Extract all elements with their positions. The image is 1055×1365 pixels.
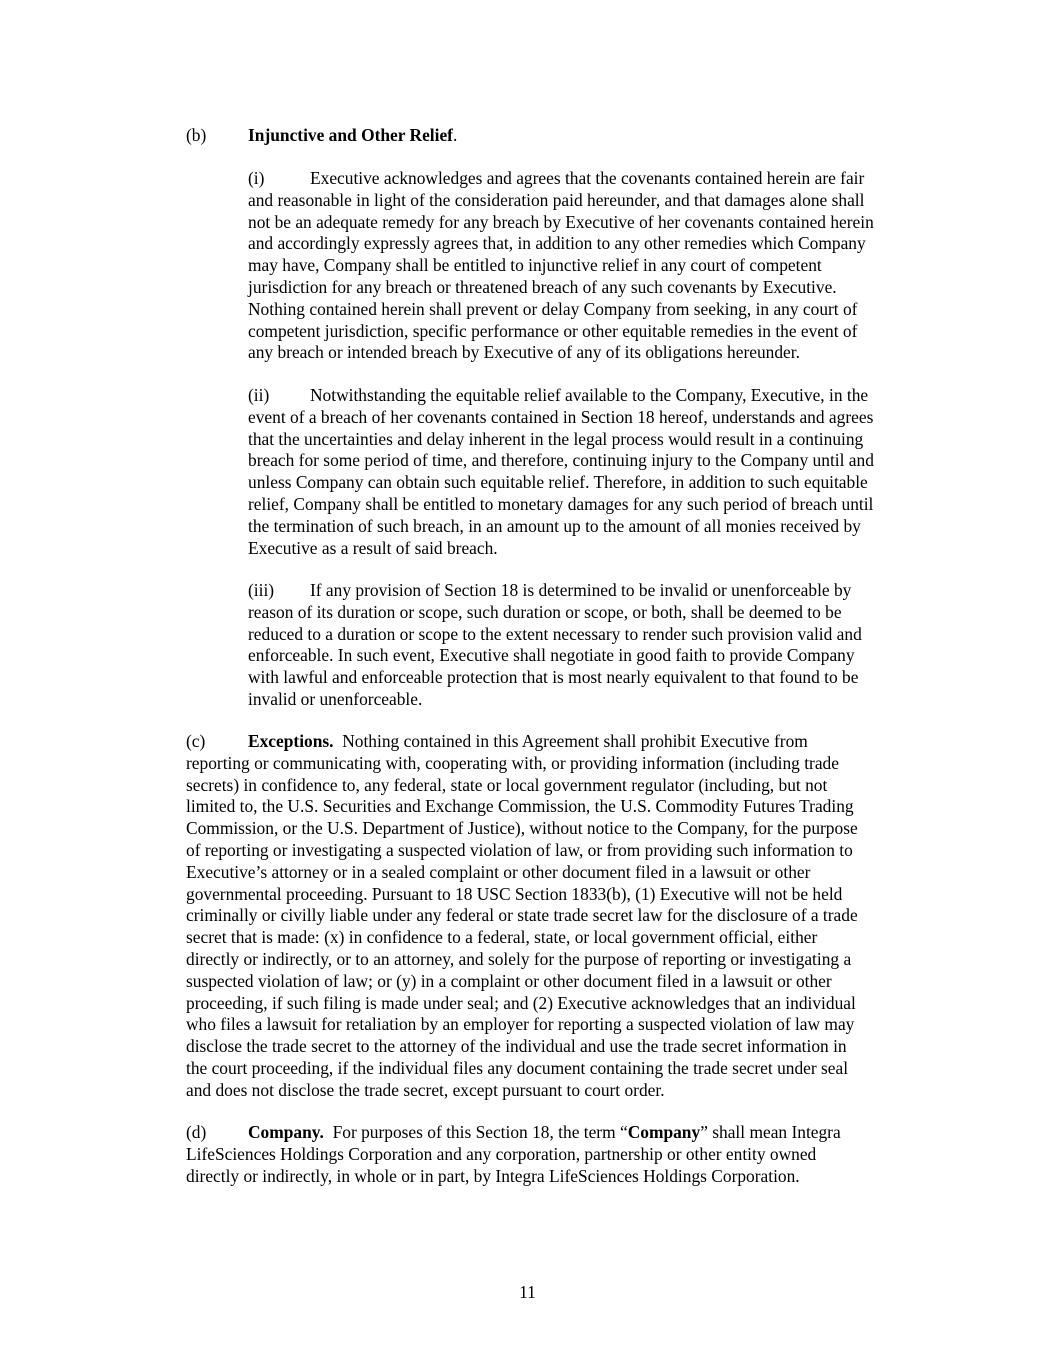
item-i-line: Executive acknowledges and agrees that the covenants contained herein are fair [310,168,865,188]
item-iii-line: enforceable. In such event, Executive shall negotiate in good faith to provide Company [248,645,855,666]
section-d-line: LifeSciences Holdings Corporation and any corporation, partnership or other entity owned [186,1143,817,1164]
section-b-heading [186,125,457,147]
section-c-line: Commission, or the U.S. Department of Justice), without notice to the Company, for the purpose [186,818,858,839]
section-c-line: limited to, the U.S. Securities and Exchange Commission, the U.S. Commodity Futures Trading [186,796,854,817]
section-d-line: directly or indirectly, in whole or in part, by Integra LifeSciences Holdings Corporation. [186,1165,800,1186]
section-b-item-i [248,168,874,364]
item-ii-line: Executive as a result of said breach. [248,537,498,558]
section-c-line: governmental proceeding. Pursuant to 18 USC Section 1833(b), (1) Executive will not be held [186,883,843,904]
item-iii-label: (iii) [248,580,275,600]
item-i-line: may have, Company shall be entitled to injunctive relief in any court of competent [248,255,822,276]
item-i-line: any breach or intended breach by Executive of any of its obligations hereunder. [248,342,800,363]
item-ii-line: event of a breach of her covenants contained in Section 18 hereof, understands and agrees [248,406,874,427]
section-b-label: (b) [186,125,207,145]
item-iii-line: with lawful and enforceable protection that is most nearly equivalent to that found to be [248,667,859,688]
section-c-line: and does not disclose the trade secret, except pursuant to court order. [186,1079,665,1100]
section-c-line: proceeding, if such filing is made under seal; and (2) Executive acknowledges that an individual [186,992,856,1013]
section-c-line: the court proceeding, if the individual files any document containing the trade secret under seal [186,1057,849,1078]
item-ii-line: breach for some period of time, and therefore, continuing injury to the Company until and [248,450,874,471]
section-c-line: secret that is made: (x) in confidence to a federal, state, or local government official, either [186,927,818,948]
section-c-line: who files a lawsuit for retaliation by an employer for reporting a suspected violation of law may [186,1014,855,1035]
section-c-line: of reporting or investigating a suspected violation of law, or from providing such information to [186,839,853,860]
item-i-label: (i) [248,168,265,188]
section-d-text-post: ” shall mean Integra [700,1122,841,1142]
item-ii-line: unless Company can obtain such equitable relief. Therefore, in addition to such equitable [248,472,868,493]
section-d-label: (d) [186,1122,207,1142]
section-b-item-ii [248,385,874,559]
section-c-line: secrets) in confidence to, any federal, state or local government regulator (including, but not [186,774,828,795]
section-c-line: reporting or communicating with, cooperating with, or providing information (including trade [186,752,839,773]
item-ii-line: the termination of such breach, in an amount up to the amount of all monies received by [248,515,861,536]
item-iii-line: invalid or unenforceable. [248,688,423,709]
section-d-title: Company. [248,1122,324,1142]
item-ii-label: (ii) [248,385,270,405]
section-b-title-punct: . [452,125,458,145]
section-c-line: criminally or civilly liable under any federal or state trade secret law for the disclosure of a trade [186,905,858,926]
item-iii-line: If any provision of Section 18 is determined to be invalid or unenforceable by [310,580,852,600]
item-ii-line: Notwithstanding the equitable relief available to the Company, Executive, in the [310,385,869,405]
section-c-line: Executive’s attorney or in a sealed complaint or other document filed in a lawsuit or other [186,861,811,882]
item-iii-line: reduced to a duration or scope to the extent necessary to render such provision valid and [248,623,862,644]
section-b-title: Injunctive and Other Relief [248,125,453,145]
item-i-line: and accordingly expressly agrees that, in addition to any other remedies which Company [248,233,866,254]
item-i-line: competent jurisdiction, specific performance or other equitable remedies in the event of [248,320,858,341]
section-d-defined-term: Company [627,1122,701,1142]
item-i-line: jurisdiction for any breach or threatened breach of any such covenants by Executive. [248,276,837,297]
item-iii-line: reason of its duration or scope, such duration or scope, or both, shall be deemed to be [248,601,842,622]
item-i-line: Nothing contained herein shall prevent or delay Company from seeking, in any court of [248,298,858,319]
item-ii-line: relief, Company shall be entitled to monetary damages for any such period of breach until [248,493,874,514]
page-number: 11 [519,1282,536,1302]
section-d-text-pre: For purposes of this Section 18, the term “ [332,1122,628,1142]
section-c-line: suspected violation of law; or (y) in a complaint or other document filed in a lawsuit or other [186,970,832,991]
section-d [186,1122,841,1187]
section-c-line: Nothing contained in this Agreement shall prohibit Executive from [342,731,808,751]
section-c-line: disclose the trade secret to the attorney of the individual and use the trade secret information in [186,1036,847,1057]
item-i-line: not be an adequate remedy for any breach by Executive of her covenants contained herein [248,211,874,232]
section-c-line: directly or indirectly, or to an attorney, and solely for the purpose of reporting or investigating a [186,948,852,969]
section-c-title: Exceptions. [248,731,334,751]
section-b-item-iii [248,580,862,711]
section-c [186,731,858,1102]
item-ii-line: that the uncertainties and delay inherent in the legal process would result in a continuing [248,428,864,449]
item-i-line: and reasonable in light of the consideration paid hereunder, and that damages alone shall [248,189,865,210]
section-c-label: (c) [186,731,206,751]
